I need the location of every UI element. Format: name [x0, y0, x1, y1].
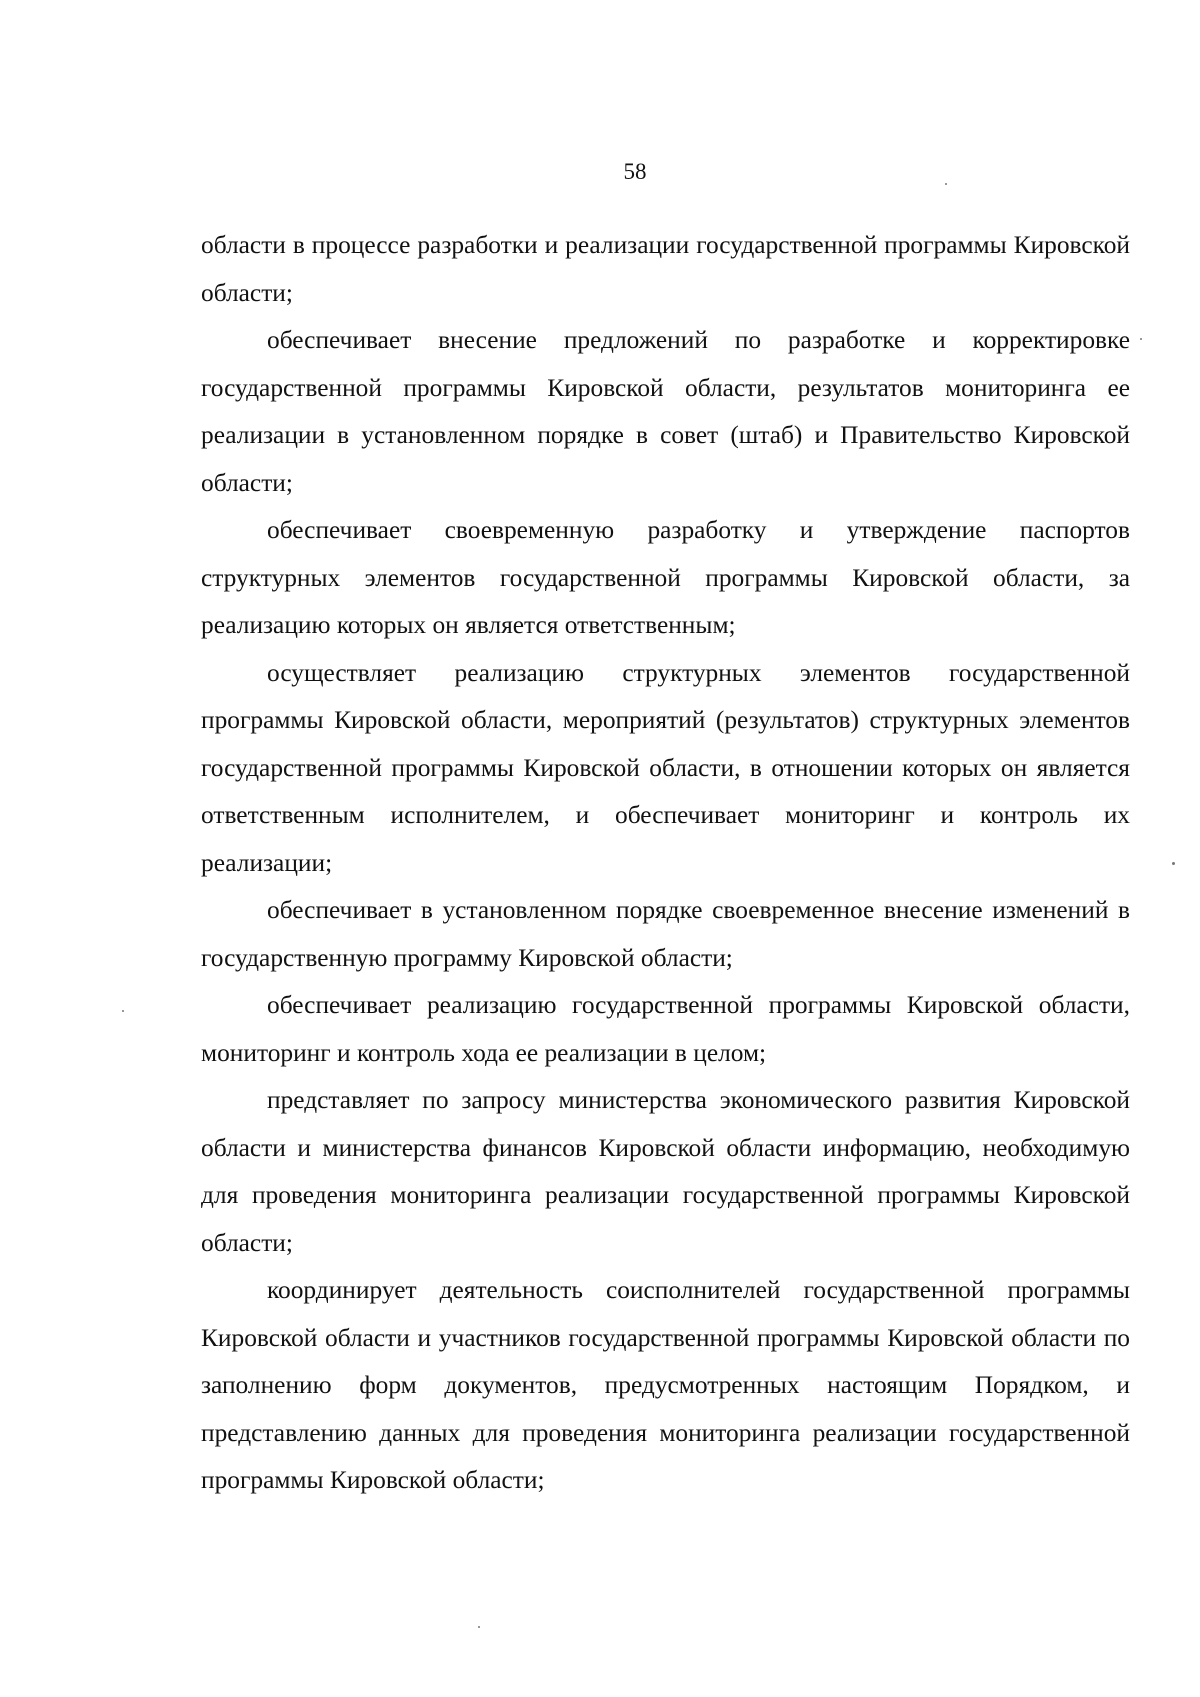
paragraph-amendments: обеспечивает в установленном порядке своевременное внесение изменений в государственную программу Кировской области;	[201, 896, 1130, 972]
paragraph-submits-proposals: обеспечивает внесение предложений по разработке и корректировке государственной программы Кировской области, результатов мониторинга ее реализации в установленном порядке в совет (штаб) и Правительство Кировской области;	[201, 326, 1130, 497]
scan-speck	[1172, 862, 1175, 865]
paragraph-coordinates: координирует деятельность соисполнителей государственной программы Кировской области и участников государственной программы Кировской области по заполнению форм документов, предусмотренных настоящим Порядком, и представлению данных для проведения мониторинга реализации государственной программы Кировской области;	[201, 1276, 1130, 1494]
scan-speck	[1140, 338, 1142, 340]
paragraph-overall-implementation: обеспечивает реализацию государственной программы Кировской области, мониторинг и контроль хода ее реализации в целом;	[201, 991, 1130, 1067]
paragraph-provides-information: представляет по запросу министерства экономического развития Кировской области и министерства финансов Кировской области информацию, необходимую для проведения мониторинга реализации государственной программы Кировской области;	[201, 1086, 1130, 1257]
page-number: 58	[623, 159, 647, 184]
scan-speck	[945, 183, 947, 185]
paragraph-implements-elements: осуществляет реализацию структурных элементов государственной программы Кировской области, мероприятий (результатов) структурных элементов государственной программы Кировской области, в отношении которых он является ответственным исполнителем, и обеспечивает мониторинг и контроль их реализации;	[201, 658, 1130, 877]
paragraph-continuation: области в процессе разработки и реализации государственной программы Кировской области;	[201, 231, 1130, 307]
paragraph-passports: обеспечивает своевременную разработку и утверждение паспортов структурных элементов государственной программы Кировской области, за реализацию которых он является ответственным;	[201, 516, 1130, 639]
scan-speck	[478, 1626, 480, 1628]
document-body	[201, 222, 1130, 1505]
scan-speck	[122, 1010, 124, 1012]
